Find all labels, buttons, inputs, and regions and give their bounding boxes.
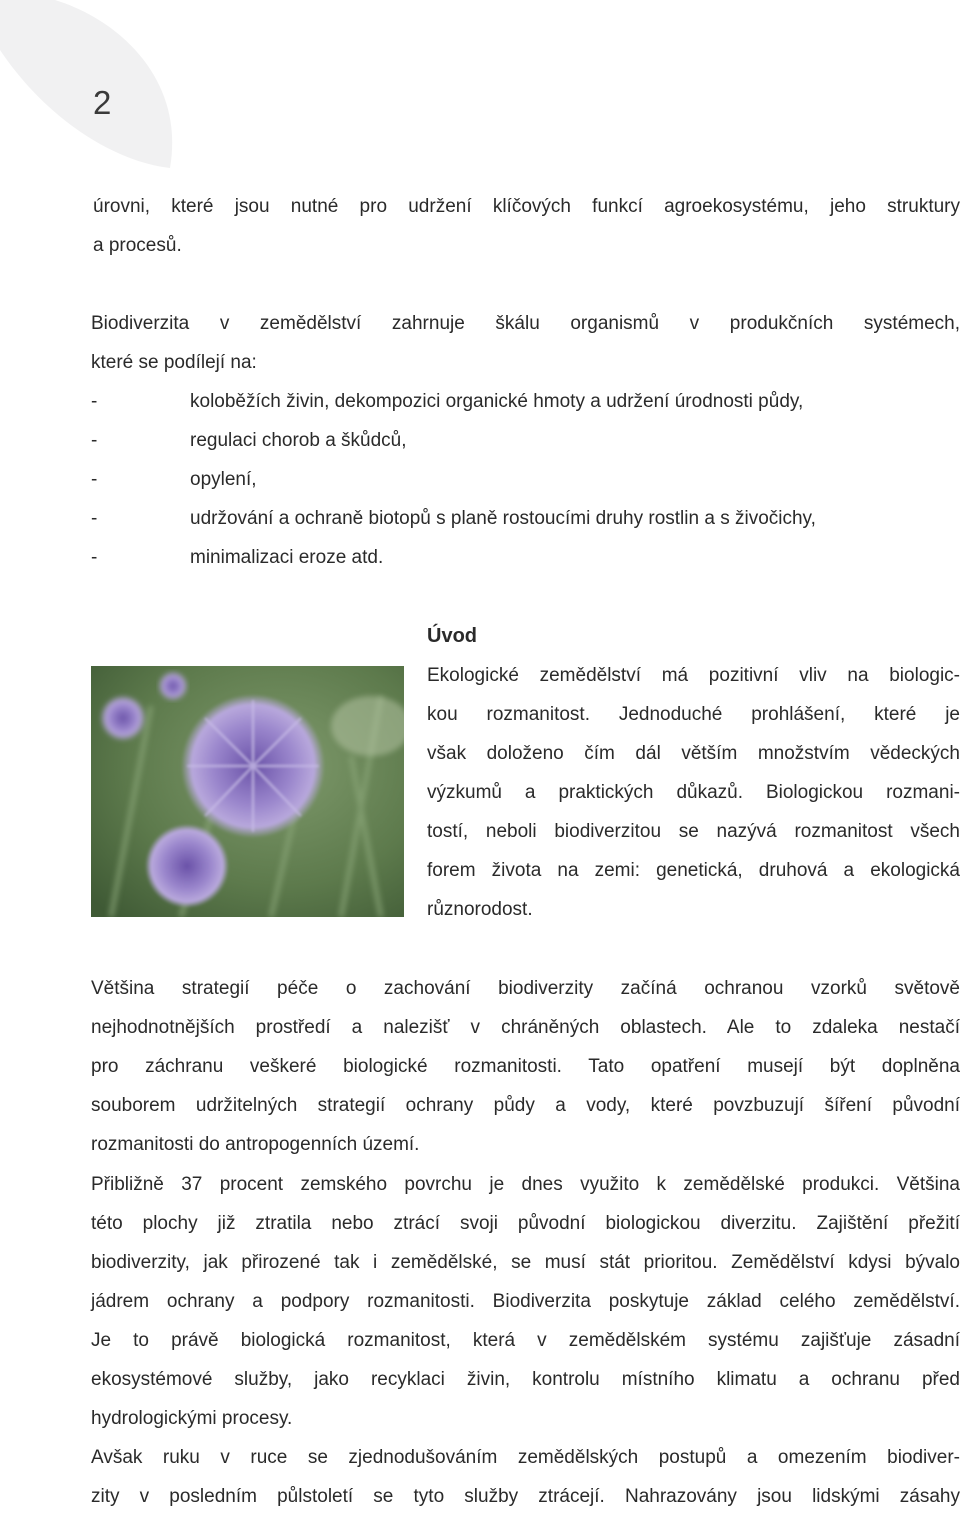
body-paragraph-1 — [91, 969, 960, 1164]
intro-section — [427, 617, 960, 929]
page-number: 2 — [93, 84, 112, 121]
text-line: Přibližně 37 procent zemského povrchu je dnes využito k zemědělské produkci. Většina — [91, 1174, 960, 1195]
text-line: rozmanitosti do antropogenních území. — [91, 1134, 420, 1155]
bullet-dash: - — [91, 430, 98, 451]
biodiversity-section — [91, 304, 960, 577]
list-item — [91, 421, 960, 460]
bullet-list — [91, 382, 960, 577]
body-paragraph-3 — [91, 1438, 960, 1516]
body-paragraph-2 — [91, 1165, 960, 1438]
text-line: však doloženo čím dál větším množstvím vědeckých — [427, 743, 960, 764]
leaf-decoration — [0, 0, 240, 170]
flower-photo — [91, 666, 404, 917]
text-line: hydrologickými procesy. — [91, 1408, 293, 1429]
text-line: Většina strategií péče o zachování biodiverzity začíná ochranou vzorků světově — [91, 978, 960, 999]
bullet-dash: - — [91, 391, 98, 412]
text-line: ekosystémové služby, jako recyklaci živin, kontrolu místního klimatu a ochranu před — [91, 1369, 960, 1390]
list-item — [91, 460, 960, 499]
text-line: souborem udržitelných strategií ochrany půdy a vody, které povzbuzují šíření původní — [91, 1095, 960, 1116]
text-line: jádrem ochrany a podpory rozmanitosti. Biodiverzita poskytuje základ celého zemědělství. — [91, 1291, 960, 1312]
text-line: výzkumů a praktických důkazů. Biologickou rozmani- — [427, 782, 960, 803]
list-item-text: opylení, — [190, 469, 257, 490]
list-item-text: minimalizaci eroze atd. — [190, 547, 384, 568]
section-heading: Úvod — [427, 625, 477, 647]
list-item-text: regulaci chorob a škůdců, — [190, 430, 407, 451]
text-line: kou rozmanitost. Jednoduché prohlášení, které je — [427, 704, 960, 725]
text-line: tostí, neboli biodiverzitou se nazývá rozmanitost všech — [427, 821, 960, 842]
text-line: různorodost. — [427, 899, 533, 920]
list-item-text: udržování a ochraně biotopů s planě rostoucími druhy rostlin a s živočichy, — [190, 508, 816, 529]
text-line: zity v posledním půlstoletí se tyto služby ztrácejí. Nahrazovány jsou lidskými zásahy — [91, 1486, 960, 1507]
text-line: nejhodnotnějších prostředí a nalezišť v chráněných oblastech. Ale to zdaleka nestačí — [91, 1017, 960, 1038]
text-line: biodiverzity, jak přirozené tak i zemědělské, se musí stát prioritou. Zemědělství kdysi bývalo — [91, 1252, 960, 1273]
text-line: Je to právě biologická rozmanitost, která v zemědělském systému zajišťuje zásadní — [91, 1330, 960, 1351]
bullet-dash: - — [91, 469, 98, 490]
list-item — [91, 382, 960, 421]
intro-paragraph — [93, 187, 960, 265]
text-line: které se podílejí na: — [91, 352, 257, 373]
text-line: úrovni, které jsou nutné pro udržení klíčových funkcí agroekosystému, jeho struktury — [93, 196, 960, 217]
list-item — [91, 538, 960, 577]
text-line: této plochy již ztratila nebo ztrácí svoji původní biologickou diverzitu. Zajištění přežití — [91, 1213, 960, 1234]
bullet-dash: - — [91, 508, 98, 529]
text-line: Ekologické zemědělství má pozitivní vliv na biologic- — [427, 665, 960, 686]
text-line: Avšak ruku v ruce se zjednodušováním zemědělských postupů a omezením biodiver- — [91, 1447, 960, 1468]
list-item-text: koloběžích živin, dekompozici organické hmoty a udržení úrodnosti půdy, — [190, 391, 804, 412]
text-line: forem života na zemi: genetická, druhová a ekologická — [427, 860, 960, 881]
text-line: a procesů. — [93, 235, 182, 256]
text-line: Biodiverzita v zemědělství zahrnuje škálu organismů v produkčních systémech, — [91, 313, 960, 334]
list-item — [91, 499, 960, 538]
text-line: pro záchranu veškeré biologické rozmanitosti. Tato opatření musejí být doplněna — [91, 1056, 960, 1077]
bullet-dash: - — [91, 547, 98, 568]
flower-illustration — [91, 666, 404, 917]
